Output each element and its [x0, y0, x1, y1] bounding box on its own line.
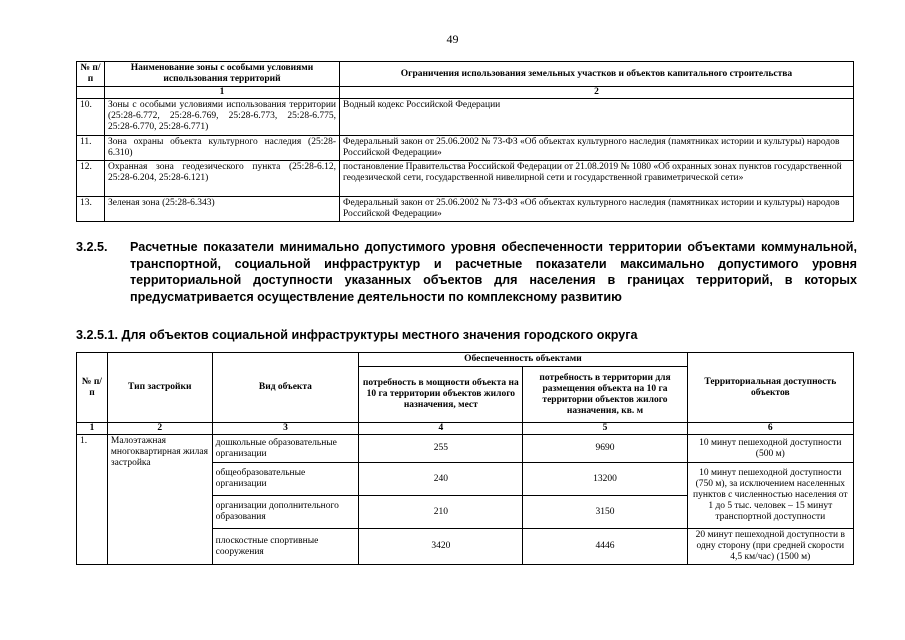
row-num: 13. [77, 197, 105, 222]
row-num: 1. [77, 435, 108, 565]
capacity-value: 3420 [359, 529, 523, 565]
access-value: 10 минут пешеходной доступности (500 м) [687, 435, 853, 463]
area-value: 4446 [523, 529, 687, 565]
zone-restriction: постановление Правительства Российской Федерации от 21.08.2019 № 1080 «Об охранных зонах пунктов государственной геодезической сети, государственной нивелирной сети и государственной гравиметрической сети» [340, 161, 854, 197]
access-value-merged: 10 минут пешеходной доступности (750 м), за исключением населенных пунктов с численностью населения от 1 до 5 тыс. человек – 15 минут транспортной доступности [687, 463, 853, 529]
header-capacity: потребность в мощности объекта на 10 га территории объектов жилого назначения, мест [359, 367, 523, 423]
col-number: 1 [77, 423, 108, 435]
table-row [77, 161, 854, 197]
section-heading-3251: 3.2.5.1. Для объектов социальной инфраструктуры местного значения городского округа [76, 328, 638, 342]
social-infrastructure-table [76, 352, 854, 565]
col-number: 4 [359, 423, 523, 435]
zone-name: Зеленая зона (25:28-6.343) [105, 197, 340, 222]
area-value: 9690 [523, 435, 687, 463]
capacity-value: 210 [359, 496, 523, 529]
col-number-empty [77, 87, 105, 99]
area-value: 13200 [523, 463, 687, 496]
header-zone-name: Наименование зоны с особыми условиями использования территорий [105, 62, 340, 87]
object-type: плоскостные спортивные сооружения [212, 529, 359, 565]
table-row [77, 435, 854, 463]
zone-restriction: Федеральный закон от 25.06.2002 № 73-ФЗ «Об объектах культурного наследия (памятниках истории и культуры) народов Российской Федерации» [340, 136, 854, 161]
col-number: 6 [687, 423, 853, 435]
area-value: 3150 [523, 496, 687, 529]
zone-restriction: Водный кодекс Российской Федерации [340, 99, 854, 136]
col-number: 1 [105, 87, 340, 99]
header-provision: Обеспеченность объектами [359, 353, 687, 367]
row-num: 11. [77, 136, 105, 161]
section-heading-325 [76, 239, 857, 305]
capacity-value: 255 [359, 435, 523, 463]
zone-name: Зона охраны объекта культурного наследия (25:28-6.310) [105, 136, 340, 161]
access-value: 20 минут пешеходной доступности в одну сторону (при средней скорости 4,5 км/час) (1500 м) [687, 529, 853, 565]
zone-name: Охранная зона геодезического пункта (25:28-6.12, 25:28-6.204, 25:28-6.121) [105, 161, 340, 197]
header-num: № п/п [77, 62, 105, 87]
development-type: Малоэтажная многоквартирная жилая застройка [107, 435, 212, 565]
section-number: 3.2.5. [76, 240, 108, 254]
table-row [77, 197, 854, 222]
page-number: 49 [446, 32, 459, 46]
col-number: 3 [212, 423, 359, 435]
header-restrictions: Ограничения использования земельных участков и объектов капитального строительства [340, 62, 854, 87]
header-object: Вид объекта [212, 353, 359, 423]
table-row [77, 99, 854, 136]
zones-restrictions-table [76, 61, 854, 222]
object-type: организации дополнительного образования [212, 496, 359, 529]
section-text: Расчетные показатели минимально допустимого уровня обеспеченности территории объектами коммунальной, транспортной, социальной инфраструктур и расчетные показатели максимально допустимого уровня территориальной доступности указанных объектов для населения в границах территорий, в которых предусматривается осуществление деятельности по комплексному развитию [130, 240, 857, 304]
row-num: 10. [77, 99, 105, 136]
object-type: общеобразовательные организации [212, 463, 359, 496]
col-number: 2 [340, 87, 854, 99]
col-number: 2 [107, 423, 212, 435]
zone-restriction: Федеральный закон от 25.06.2002 № 73-ФЗ «Об объектах культурного наследия (памятниках истории и культуры) народов Российской Федерации» [340, 197, 854, 222]
header-num: № п/п [77, 353, 108, 423]
table-row [77, 136, 854, 161]
zone-name: Зоны с особыми условиями использования территории (25:28-6.772, 25:28-6.769, 25:28-6.773, 25:28-6.775, 25:28-6.770, 25:28-6.771) [105, 99, 340, 136]
header-type: Тип застройки [107, 353, 212, 423]
col-number: 5 [523, 423, 687, 435]
capacity-value: 240 [359, 463, 523, 496]
header-access: Территориальная доступность объектов [687, 353, 853, 423]
row-num: 12. [77, 161, 105, 197]
object-type: дошкольные образовательные организации [212, 435, 359, 463]
header-area: потребность в территории для размещения объекта на 10 га территории объектов жилого назначения, кв. м [523, 367, 687, 423]
